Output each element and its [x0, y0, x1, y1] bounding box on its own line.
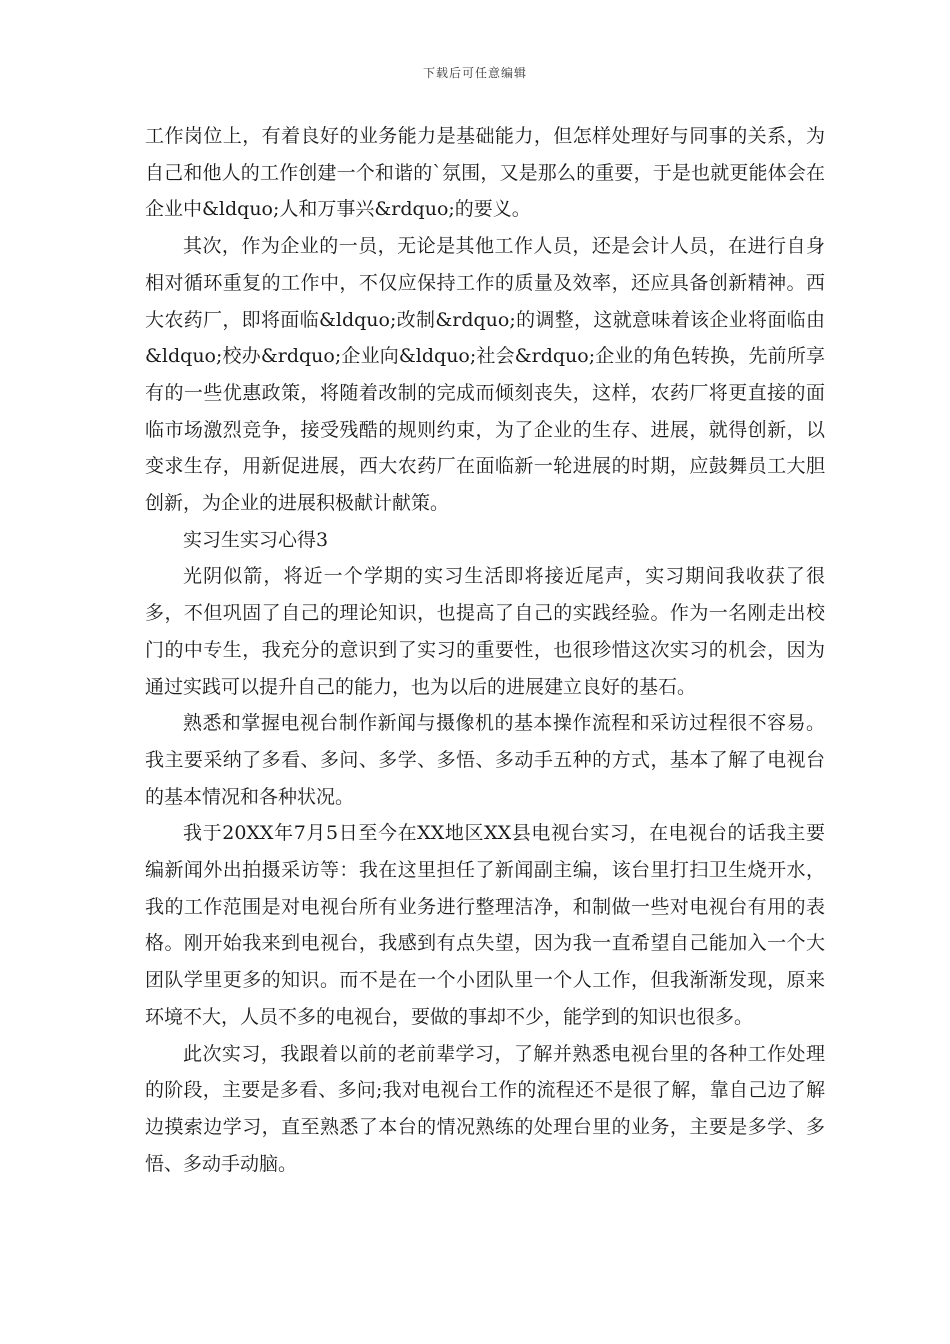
paragraph: 此次实习，我跟着以前的老前辈学习，了解并熟悉电视台里的各种工作处理的阶段，主要是多看、多问;我对电视台工作的流程还不是很了解，靠自己边了解边摸索边学习，直至熟悉了本台的情况熟练的处理台里的业务，主要是多学、多悟、多动手动脑。: [145, 1042, 825, 1175]
page-header: 下载后可任意编辑: [422, 66, 527, 80]
paragraph: 光阴似箭，将近一个学期的实习生活即将接近尾声，实习期间我收获了很多，不但巩固了自己的理论知识，也提高了自己的实践经验。作为一名刚走出校门的中专生，我充分的意识到了实习的重要性，也很珍惜这次实习的机会，因为通过实践可以提升自己的能力，也为以后的进展建立良好的基石。: [145, 565, 825, 698]
paragraph: 其次，作为企业的一员，无论是其他工作人员，还是会计人员，在进行自身相对循环重复的工作中，不仅应保持工作的质量及效率，还应具备创新精神。西大农药厂，即将面临&ldquo;改制&rdquo;的调整，这就意味着该企业将面临由&ldquo;校办&rdquo;企业向&ldquo;社会&rdquo;企业的角色转换，先前所享有的一些优惠政策，将随着改制的完成而倾刻丧失，这样，农药厂将更直接的面临市场激烈竞争，接受残酷的规则约束，为了企业的生存、进展，就得创新，以变求生存，用新促进展，西大农药厂在面临新一轮进展的时期，应鼓舞员工大胆创新，为企业的进展积极献计献策。: [145, 235, 825, 515]
paragraph: 熟悉和掌握电视台制作新闻与摄像机的基本操作流程和采访过程很不容易。我主要采纳了多看、多问、多学、多悟、多动手五种的方式，基本了解了电视台的基本情况和各种状况。: [145, 712, 825, 808]
paragraph: 我于20XX年7月5日至今在XX地区XX县电视台实习，在电视台的话我主要编新闻外出拍摄采访等：我在这里担任了新闻副主编，该台里打扫卫生烧开水，我的工作范围是对电视台所有业务进行整理洁净，和制做一些对电视台有用的表格。刚开始我来到电视台，我感到有点失望，因为我一直希望自己能加入一个大团队学里更多的知识。而不是在一个小团队里一个人工作，但我渐渐发现，原来环境不大，人员不多的电视台，要做的事却不少，能学到的知识也很多。: [145, 822, 825, 1028]
paragraph: 工作岗位上，有着良好的业务能力是基础能力，但怎样处理好与同事的关系，为自己和他人的工作创建一个和谐的`氛围，又是那么的重要，于是也就更能体会在企业中&ldquo;人和万事兴&rdquo;的要义。: [145, 125, 825, 221]
document-body: [145, 118, 825, 1182]
section-heading: 实习生实习心得3: [183, 528, 329, 551]
